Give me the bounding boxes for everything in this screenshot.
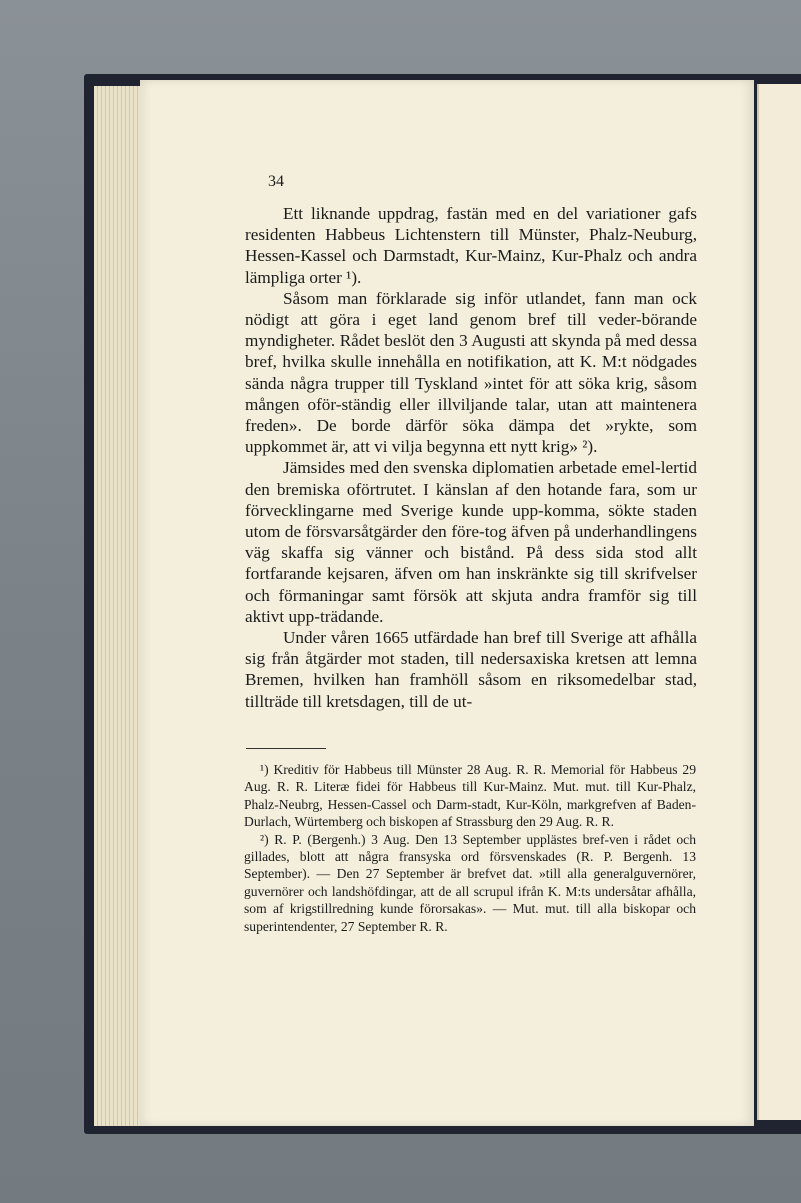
page-edges xyxy=(94,86,142,1126)
footnote-divider xyxy=(246,748,326,749)
paragraph: Jämsides med den svenska diplomatien arbetade emel-lertid den bremiska oförtrutet. I känslan af den hotande fara, som ur förvecklingarne med Sverige kunde upp-komma, sökte staden utom de försvarsåtgärder den före-tog äfven på underhandlingens väg skaffa sig vänner och bistånd. På dess sida stod allt fortfarande kejsaren, äfven om han inskränkte sig till skrifvelser och förmaningar samt försök att skjuta andra framför sig till aktivt upp-trädande. xyxy=(245,458,697,626)
body-text xyxy=(245,203,697,712)
paragraph: Såsom man förklarade sig inför utlandet, fann man ock nödigt att göra i eget land genom bref till veder-börande myndigheter. Rådet beslöt den 3 Augusti att skynda på med dessa bref, hvilka skulle innehålla en notifikation, att K. M:t nödgades sända några trupper till Tyskland »intet för att söka krig, såsom mången oför-ständig eller illviljande talar, utan att maintenera freden». De borde därför söka dämpa det »rykte, som uppkommet är, att vi vilja begynna ett nytt krig» ²). xyxy=(245,288,697,457)
page-number: 34 xyxy=(268,173,284,190)
paragraph: Ett liknande uppdrag, fastän med en del variationer gafs residenten Habbeus Lichtenstern till Münster, Phalz-Neuburg, Hessen-Kassel och Darmstadt, Kur-Mainz, Kur-Phalz och andra lämpliga orter ¹). xyxy=(245,204,697,287)
footnotes xyxy=(244,761,696,935)
paragraph: Under våren 1665 utfärdade han bref till Sverige att afhålla sig från åtgärder mot staden, till nedersaxiska kretsen att lemna Bremen, hvilken han framhöll såsom en riksomedelbar stad, tillträde till kretsdagen, till de ut- xyxy=(245,628,697,711)
footnote: ²) R. P. (Bergenh.) 3 Aug. Den 13 September upplästes bref-ven i rådet och gillades, blott att några fransyska ord försvenskades (R. P. Bergenh. 13 September). — Den 27 September är brefvet dat. »till alla generalguvernörer, guvernörer och landshöfdingar, att de all scrupul ifrån K. M:ts undersåtar afhålla, som af krigstillredning kunde förorsakas». — Mut. mut. till alla biskopar och superintendenter, 27 September R. R. xyxy=(244,831,696,934)
footnote: ¹) Kreditiv för Habbeus till Münster 28 Aug. R. R. Memorial för Habbeus 29 Aug. R. R. Literæ fidei för Habbeus till Kur-Mainz. Mut. mut. till Kur-Phalz, Phalz-Neubrg, Hessen-Cassel och Darm-stadt, Kur-Köln, markgrefven af Baden-Durlach, Würtemberg och biskopen af Strassburg den 29 Aug. R. R. xyxy=(244,762,696,830)
facing-page-edge xyxy=(757,84,801,1120)
